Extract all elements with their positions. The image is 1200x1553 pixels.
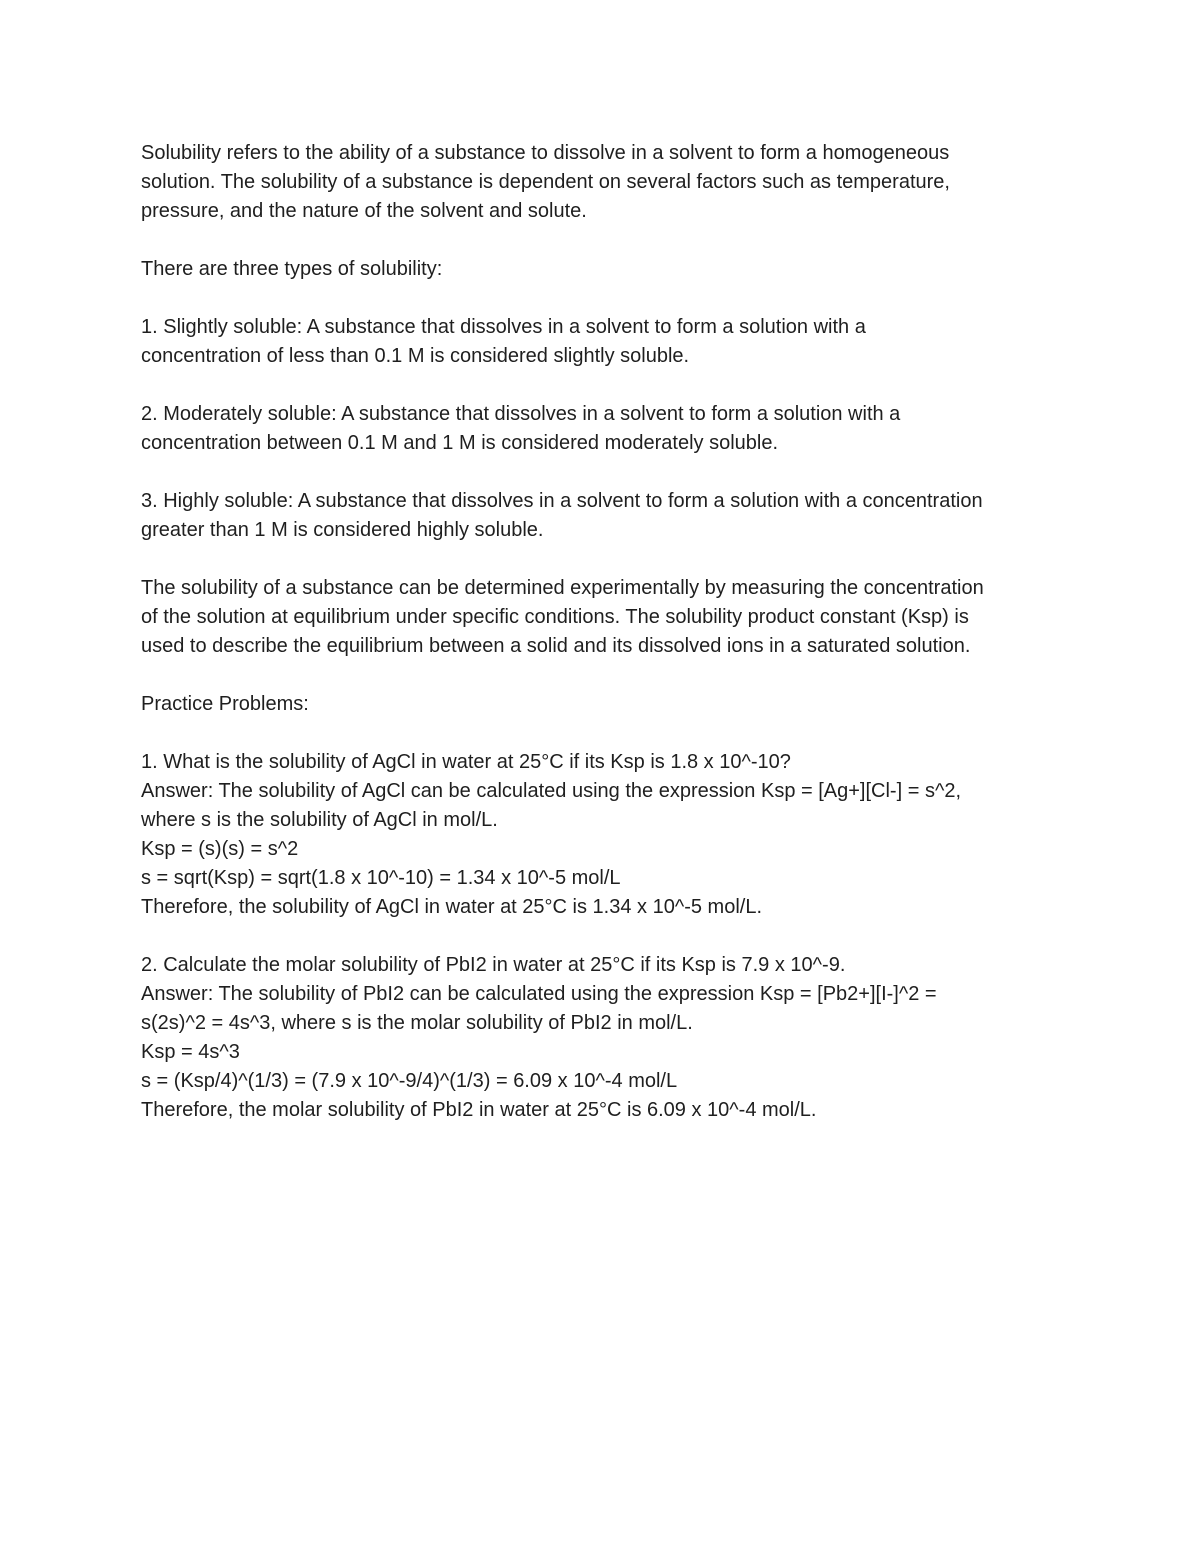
text-line: Ksp = 4s^3 <box>141 1041 240 1063</box>
text-line: s(2s)^2 = 4s^3, where s is the molar solubility of PbI2 in mol/L. <box>141 1012 693 1034</box>
text-line: of the solution at equilibrium under specific conditions. The solubility product constant (Ksp) is <box>141 606 969 628</box>
text-line: 2. Calculate the molar solubility of PbI2 in water at 25°C if its Ksp is 7.9 x 10^-9. <box>141 954 846 976</box>
text-line: s = (Ksp/4)^(1/3) = (7.9 x 10^-9/4)^(1/3) = 6.09 x 10^-4 mol/L <box>141 1070 678 1092</box>
practice-heading <box>141 690 1071 719</box>
text-line: 3. Highly soluble: A substance that dissolves in a solvent to form a solution with a concentration <box>141 490 983 512</box>
type-moderately-soluble <box>141 400 1071 458</box>
text-line: Answer: The solubility of PbI2 can be calculated using the expression Ksp = [Pb2+][I-]^2 = <box>141 983 937 1005</box>
document-body <box>141 139 1071 1154</box>
text-line: s = sqrt(Ksp) = sqrt(1.8 x 10^-10) = 1.34 x 10^-5 mol/L <box>141 867 621 889</box>
text-line: Solubility refers to the ability of a substance to dissolve in a solvent to form a homogeneous <box>141 142 950 164</box>
text-line: concentration between 0.1 M and 1 M is considered moderately soluble. <box>141 432 779 454</box>
practice-problem-1 <box>141 748 1071 922</box>
ksp-paragraph <box>141 574 1071 661</box>
text-line: greater than 1 M is considered highly soluble. <box>141 519 544 541</box>
practice-problem-2 <box>141 951 1071 1125</box>
intro-paragraph <box>141 139 1071 226</box>
text-line: Practice Problems: <box>141 693 309 715</box>
text-line: Answer: The solubility of AgCl can be calculated using the expression Ksp = [Ag+][Cl-] = s^2, <box>141 780 962 802</box>
text-line: solution. The solubility of a substance is dependent on several factors such as temperature, <box>141 171 950 193</box>
text-line: The solubility of a substance can be determined experimentally by measuring the concentration <box>141 577 984 599</box>
type-highly-soluble <box>141 487 1071 545</box>
type-slightly-soluble <box>141 313 1071 371</box>
text-line: pressure, and the nature of the solvent and solute. <box>141 200 587 222</box>
types-heading <box>141 255 1071 284</box>
text-line: concentration of less than 0.1 M is considered slightly soluble. <box>141 345 690 367</box>
text-line: where s is the solubility of AgCl in mol/L. <box>141 809 498 831</box>
text-line: 2. Moderately soluble: A substance that dissolves in a solvent to form a solution with a <box>141 403 901 425</box>
text-line: used to describe the equilibrium between a solid and its dissolved ions in a saturated solution. <box>141 635 971 657</box>
text-line: 1. What is the solubility of AgCl in water at 25°C if its Ksp is 1.8 x 10^-10? <box>141 751 791 773</box>
text-line: Ksp = (s)(s) = s^2 <box>141 838 299 860</box>
text-line: There are three types of solubility: <box>141 258 443 280</box>
text-line: 1. Slightly soluble: A substance that dissolves in a solvent to form a solution with a <box>141 316 866 338</box>
text-line: Therefore, the molar solubility of PbI2 in water at 25°C is 6.09 x 10^-4 mol/L. <box>141 1099 817 1121</box>
text-line: Therefore, the solubility of AgCl in water at 25°C is 1.34 x 10^-5 mol/L. <box>141 896 763 918</box>
